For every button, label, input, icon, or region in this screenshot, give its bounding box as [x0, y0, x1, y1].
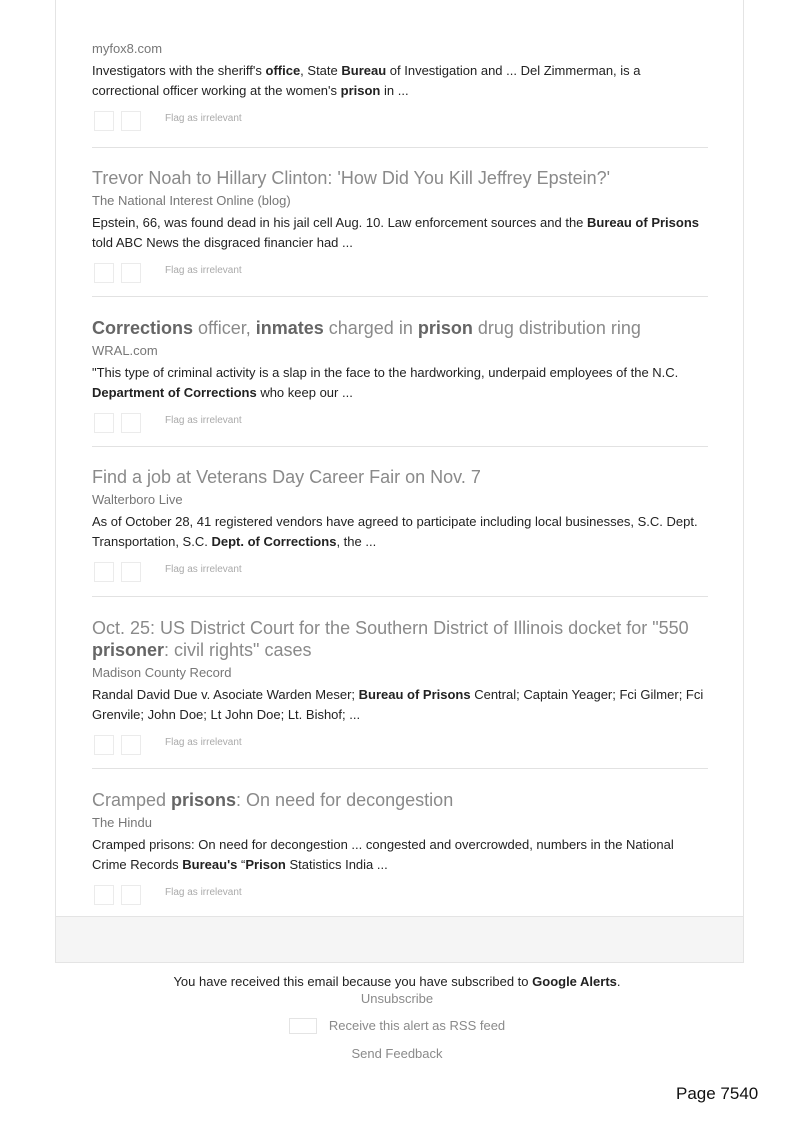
- highlighted-keyword: prison: [340, 83, 381, 98]
- page-number: Page 7540: [676, 1084, 759, 1103]
- highlighted-keyword: Corrections: [92, 318, 194, 338]
- highlighted-keyword: Bureau of Prisons: [358, 687, 471, 702]
- notice-text: You have received this email because you have subscribed to: [173, 974, 533, 989]
- highlighted-keyword: Bureau's: [182, 857, 238, 872]
- highlighted-keyword: inmates: [255, 318, 324, 338]
- item-source: Walterboro Live: [92, 492, 183, 507]
- alert-item: [92, 617, 708, 757]
- cut-off-title-fragment: [92, 28, 252, 34]
- alert-item: [92, 789, 708, 907]
- alert-item: [92, 466, 708, 584]
- item-source: Madison County Record: [92, 665, 232, 680]
- highlighted-keyword: Prison: [245, 857, 286, 872]
- alert-item: [92, 41, 708, 133]
- highlighted-keyword: prison: [417, 318, 473, 338]
- item-title-link[interactable]: Oct. 25: US District Court for the Southern District of Illinois docket for "550 prisoner: civil rights" cases: [92, 618, 689, 660]
- subscription-notice: [0, 974, 794, 989]
- item-actions: [92, 735, 708, 757]
- thumbs-up-icon[interactable]: [94, 562, 114, 582]
- thumbs-down-icon[interactable]: [121, 562, 141, 582]
- highlighted-keyword: prisoner: [92, 640, 165, 660]
- flag-irrelevant-link[interactable]: Flag as irrelevant: [165, 415, 242, 426]
- item-actions: [92, 111, 708, 133]
- item-divider: [92, 446, 708, 447]
- thumbs-down-icon[interactable]: [121, 735, 141, 755]
- notice-period: .: [616, 974, 621, 989]
- highlighted-keyword: Dept. of Corrections: [211, 534, 337, 549]
- highlighted-keyword: Bureau: [341, 63, 387, 78]
- item-snippet: As of October 28, 41 registered vendors have agreed to participate including local businesses, S.C. Dept. Transportation, S.C. Dept. of Corrections, the ...: [92, 514, 698, 549]
- flag-irrelevant-link[interactable]: Flag as irrelevant: [165, 113, 242, 124]
- item-source: WRAL.com: [92, 343, 158, 358]
- flag-irrelevant-link[interactable]: Flag as irrelevant: [165, 737, 242, 748]
- item-actions: [92, 263, 708, 285]
- rss-icon: [289, 1018, 317, 1034]
- thumbs-up-icon[interactable]: [94, 263, 114, 283]
- item-title-link[interactable]: Find a job at Veterans Day Career Fair on Nov. 7: [92, 467, 481, 487]
- item-title-link[interactable]: Corrections officer, inmates charged in prison drug distribution ring: [92, 318, 641, 338]
- item-title-link[interactable]: Cramped prisons: On need for decongestion: [92, 790, 454, 810]
- thumbs-down-icon[interactable]: [121, 885, 141, 905]
- item-actions: [92, 885, 708, 907]
- thumbs-down-icon[interactable]: [121, 111, 141, 131]
- item-source: The National Interest Online (blog): [92, 193, 291, 208]
- unsubscribe-link[interactable]: Unsubscribe: [360, 991, 434, 1006]
- flag-irrelevant-link[interactable]: Flag as irrelevant: [165, 564, 242, 575]
- send-feedback-link[interactable]: Send Feedback: [351, 1046, 443, 1061]
- thumbs-up-icon[interactable]: [94, 413, 114, 433]
- alert-item: [92, 317, 708, 435]
- highlighted-keyword: Department of Corrections: [92, 385, 257, 400]
- highlighted-keyword: Bureau of Prisons: [587, 215, 699, 230]
- item-actions: [92, 413, 708, 435]
- google-alerts-brand: Google Alerts: [532, 974, 617, 989]
- card-footer-band: [56, 916, 743, 962]
- item-divider: [92, 768, 708, 769]
- item-divider: [92, 296, 708, 297]
- item-snippet: Cramped prisons: On need for decongestion ... congested and overcrowded, numbers in the National Crime Records Bureau's “Prison Statistics India ...: [92, 837, 674, 872]
- item-source: myfox8.com: [92, 41, 163, 56]
- thumbs-down-icon[interactable]: [121, 413, 141, 433]
- item-snippet: Investigators with the sheriff's office, State Bureau of Investigation and ... Del Zimmerman, is a correctional officer working at the women's prison in ...: [92, 63, 641, 98]
- item-title-link[interactable]: Trevor Noah to Hillary Clinton: 'How Did You Kill Jeffrey Epstein?': [92, 168, 611, 188]
- flag-irrelevant-link[interactable]: Flag as irrelevant: [165, 265, 242, 276]
- thumbs-up-icon[interactable]: [94, 735, 114, 755]
- highlighted-keyword: office: [265, 63, 301, 78]
- item-divider: [92, 147, 708, 148]
- rss-feed-row[interactable]: [0, 1018, 794, 1035]
- alert-item: [92, 167, 708, 285]
- flag-irrelevant-link[interactable]: Flag as irrelevant: [165, 887, 242, 898]
- thumbs-up-icon[interactable]: [94, 885, 114, 905]
- item-actions: [92, 562, 708, 584]
- item-divider: [92, 596, 708, 597]
- rss-feed-link[interactable]: Receive this alert as RSS feed: [328, 1018, 506, 1033]
- item-snippet: "This type of criminal activity is a slap in the face to the hardworking, underpaid employees of the N.C. Department of Corrections who keep our ...: [92, 365, 679, 400]
- item-snippet: Randal David Due v. Asociate Warden Meser; Bureau of Prisons Central; Captain Yeager; Fci Gilmer; Fci Grenvile; John Doe; Lt John Doe; Lt. Bishof; ...: [92, 687, 704, 722]
- thumbs-up-icon[interactable]: [94, 111, 114, 131]
- item-snippet: Epstein, 66, was found dead in his jail cell Aug. 10. Law enforcement sources and the Bureau of Prisons told ABC News the disgraced financier had ...: [92, 215, 699, 250]
- highlighted-keyword: prisons: [171, 790, 237, 810]
- thumbs-down-icon[interactable]: [121, 263, 141, 283]
- item-source: The Hindu: [92, 815, 152, 830]
